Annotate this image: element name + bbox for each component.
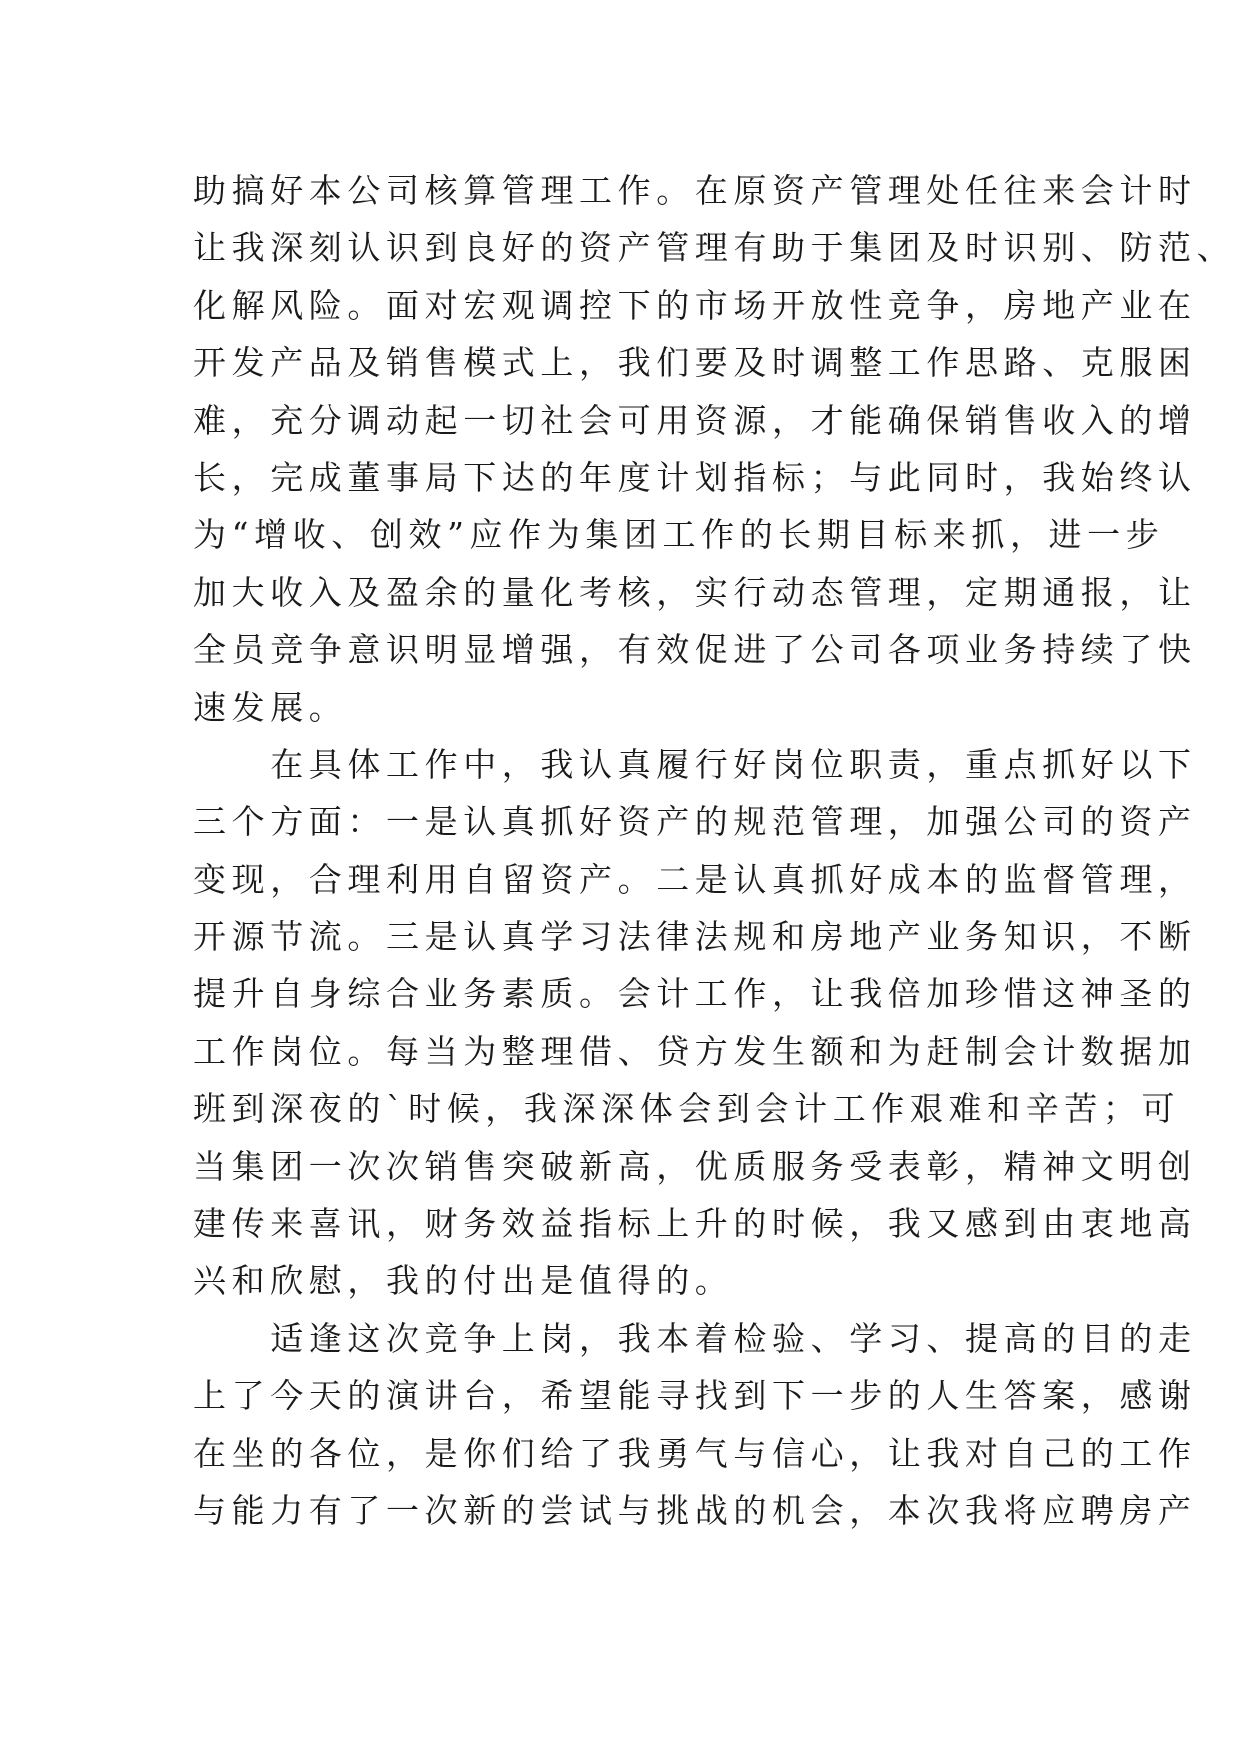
text-line: 在坐的各位，是你们给了我勇气与信心，让我对自己的工作 [193, 1433, 1197, 1473]
text-line: 兴和欣慰，我的付出是值得的。 [193, 1261, 734, 1301]
text-line: 难，充分调动起一切社会可用资源，才能确保销售收入的增 [193, 400, 1197, 440]
text-line: 助搞好本公司核算管理工作。在原资产管理处任往来会计时 [193, 171, 1197, 210]
text-line: 变现，合理利用自留资产。二是认真抓好成本的监督管理， [193, 859, 1197, 899]
text-line: 长，完成董事局下达的年度计划指标；与此同时，我始终认 [193, 457, 1197, 497]
text-line: 化解风险。面对宏观调控下的市场开放性竞争，房地产业在 [193, 285, 1197, 325]
text-line: 班到深夜的`时候，我深深体会到会计工作艰难和辛苦；可 [193, 1089, 1181, 1129]
text-line: 在具体工作中，我认真履行好岗位职责，重点抓好以下 [193, 744, 1197, 784]
text-line: 开源节流。三是认真学习法律法规和房地产业务知识，不断 [193, 917, 1197, 957]
text-line: 全员竞争意识明显增强，有效促进了公司各项业务持续了快 [193, 630, 1197, 670]
text-line: 与能力有了一次新的尝试与挑战的机会，本次我将应聘房产 [193, 1490, 1197, 1530]
text-line: 提升自身综合业务素质。会计工作，让我倍加珍惜这神圣的 [193, 974, 1197, 1014]
text-line: 三个方面：一是认真抓好资产的规范管理，加强公司的资产 [193, 802, 1197, 842]
text-line: 为“增收、创效”应作为集团工作的长期目标来抓，进一步 [193, 515, 1165, 555]
text-line: 建传来喜讯，财务效益指标上升的时候，我又感到由衷地高 [193, 1204, 1197, 1244]
text-line: 当集团一次次销售突破新高，优质服务受表彰，精神文明创 [193, 1146, 1197, 1186]
document-body [193, 162, 1236, 1539]
text-line: 加大收入及盈余的量化考核，实行动态管理，定期通报，让 [193, 572, 1197, 612]
text-line: 上了今天的演讲台，希望能寻找到下一步的人生答案，感谢 [193, 1376, 1197, 1416]
text-line: 开发产品及销售模式上，我们要及时调整工作思路、克服困 [193, 343, 1197, 383]
text-line: 让我深刻认识到良好的资产管理有助于集团及时识别、防范、 [193, 228, 1236, 268]
text-line: 适逢这次竞争上岗，我本着检验、学习、提高的目的走 [193, 1318, 1197, 1358]
text-line: 工作岗位。每当为整理借、贷方发生额和为赶制会计数据加 [193, 1031, 1197, 1071]
text-line: 速发展。 [193, 687, 348, 727]
